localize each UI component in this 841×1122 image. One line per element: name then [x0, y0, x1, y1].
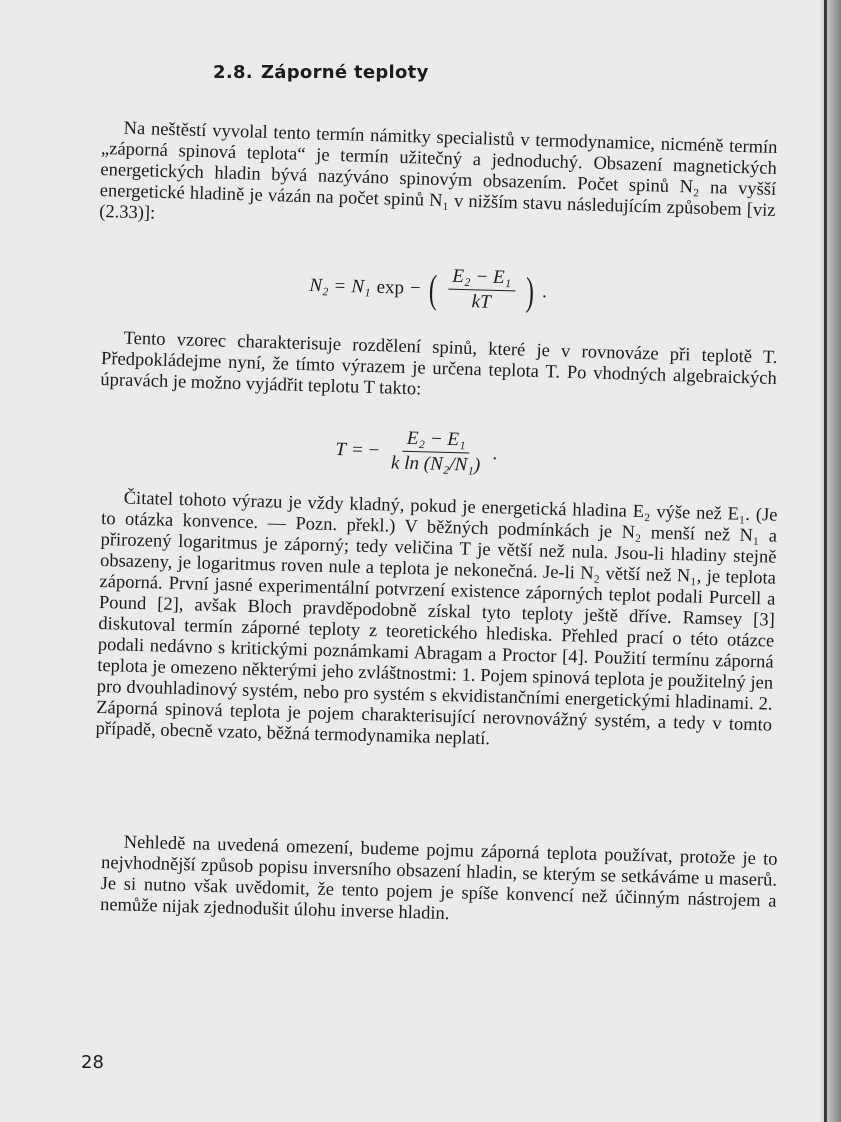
paragraph-temperature: [100, 328, 778, 411]
paragraph-discussion: [95, 488, 777, 758]
formula-spin-distribution: [309, 262, 548, 315]
formula-end: .: [541, 280, 548, 302]
formula-lhs: T: [335, 438, 347, 460]
formula-equals: =: [351, 438, 363, 461]
fraction-numerator: E₂ − E₁: [448, 266, 515, 292]
formula-fraction: [447, 266, 515, 315]
formula-fraction: [387, 427, 485, 477]
section-heading: [213, 62, 429, 83]
section-number: 2.8.: [213, 62, 253, 83]
formula-lhs: N₂: [309, 274, 329, 296]
paragraph-intro: [99, 118, 778, 243]
paragraph-text: Na neštěstí vyvolal tento termín námitky specialistů v termodynamice, nicméně termín „záporná spinová teplota“ je termín užitečný a jednoduchý. Obsazení magnetických energetických hladin bývá nazýváno spinovým obsazením. Počet spinů N₂ na vyšší energetické hladině je vázán na počet spinů N₁ v nižším stavu následujícím způsobem [viz (2.33)]:: [98, 118, 778, 224]
formula-sign: −: [368, 439, 380, 461]
close-paren: ): [524, 268, 535, 314]
formula-equals: =: [334, 275, 346, 297]
paragraph-text: Nehledě na uvedená omezení, budeme pojmu záporná teplota používat, protože je to nejvhodnější způsob popisu inversního obsazení hladin, se kterým se setkáváme u maserů. Je si nutno však uvědomit, že tento pojem je spíše konvencí než účinným nástrojem a nemůže nijak zjednodušit úlohu inverse hladin.: [99, 832, 778, 925]
open-paren: (: [428, 265, 439, 311]
page-number: 28: [81, 1052, 104, 1073]
formula-exp: exp: [376, 276, 405, 298]
binding-edge: [824, 0, 827, 1122]
fraction-denominator: kT: [471, 291, 491, 313]
page-edge-shadow: [819, 0, 841, 1122]
paragraph-conclusion: [100, 832, 778, 934]
formula-temperature: [335, 426, 498, 477]
fraction-denominator: k ln (N₂/N₁): [390, 452, 481, 476]
fraction-numerator: E₂ − E₁: [403, 428, 470, 454]
formula-end: .: [492, 442, 498, 464]
paragraph-text: Tento vzorec charakterisuje rozdělení spinů, které je v rovnováze při teplotě T. Předpokládejme nyní, že tímto výrazem je určena teplota T. Po vhodných algebraických úpravách je možno vyjádřit teplotu T takto:: [100, 328, 778, 400]
paragraph-text: Čitatel tohoto výrazu je vždy kladný, pokud je energetická hladina E₂ výše než E₁. (Je to otázka konvence. — Pozn. překl.) V běžných podmínkách je N₂ menší než N₁ a přirozený logaritmus je záporný; tedy veličina T je větší než nula. Jsou-li hladiny stejně obsazeny, je logaritmus roven nule a teplota je nekonečná. Je-li N₂ větší než N₁, je teplota záporná. První jasné experimentální potvrzení existence záporných teplot podali Purcell a Pound [2], avšak Bloch pravděpodobně získal tyto teploty ještě dříve. Ramsey [3] diskutoval termín záporné teploty z teoretického hlediska. Přehled prací o této otázce podali nedávno s kritickými poznámkami Abragam a Proctor [4]. Použití termínu záporná teplota je omezeno některými jeho zvláštnostmi: 1. Pojem spinová teplota je použitelný jen pro dvouhladinový systém, nebo pro systém s ekvidistančními energetickými hladinami. 2. Záporná spinová teplota je pojem charakterisující nerovnovážný systém, a tedy v tomto případě, obecně vzato, běžná termodynamika neplatí.: [95, 488, 778, 750]
formula-factor: N₁: [351, 275, 371, 298]
section-title: Záporné teploty: [260, 62, 429, 83]
formula-sign: −: [409, 277, 422, 299]
